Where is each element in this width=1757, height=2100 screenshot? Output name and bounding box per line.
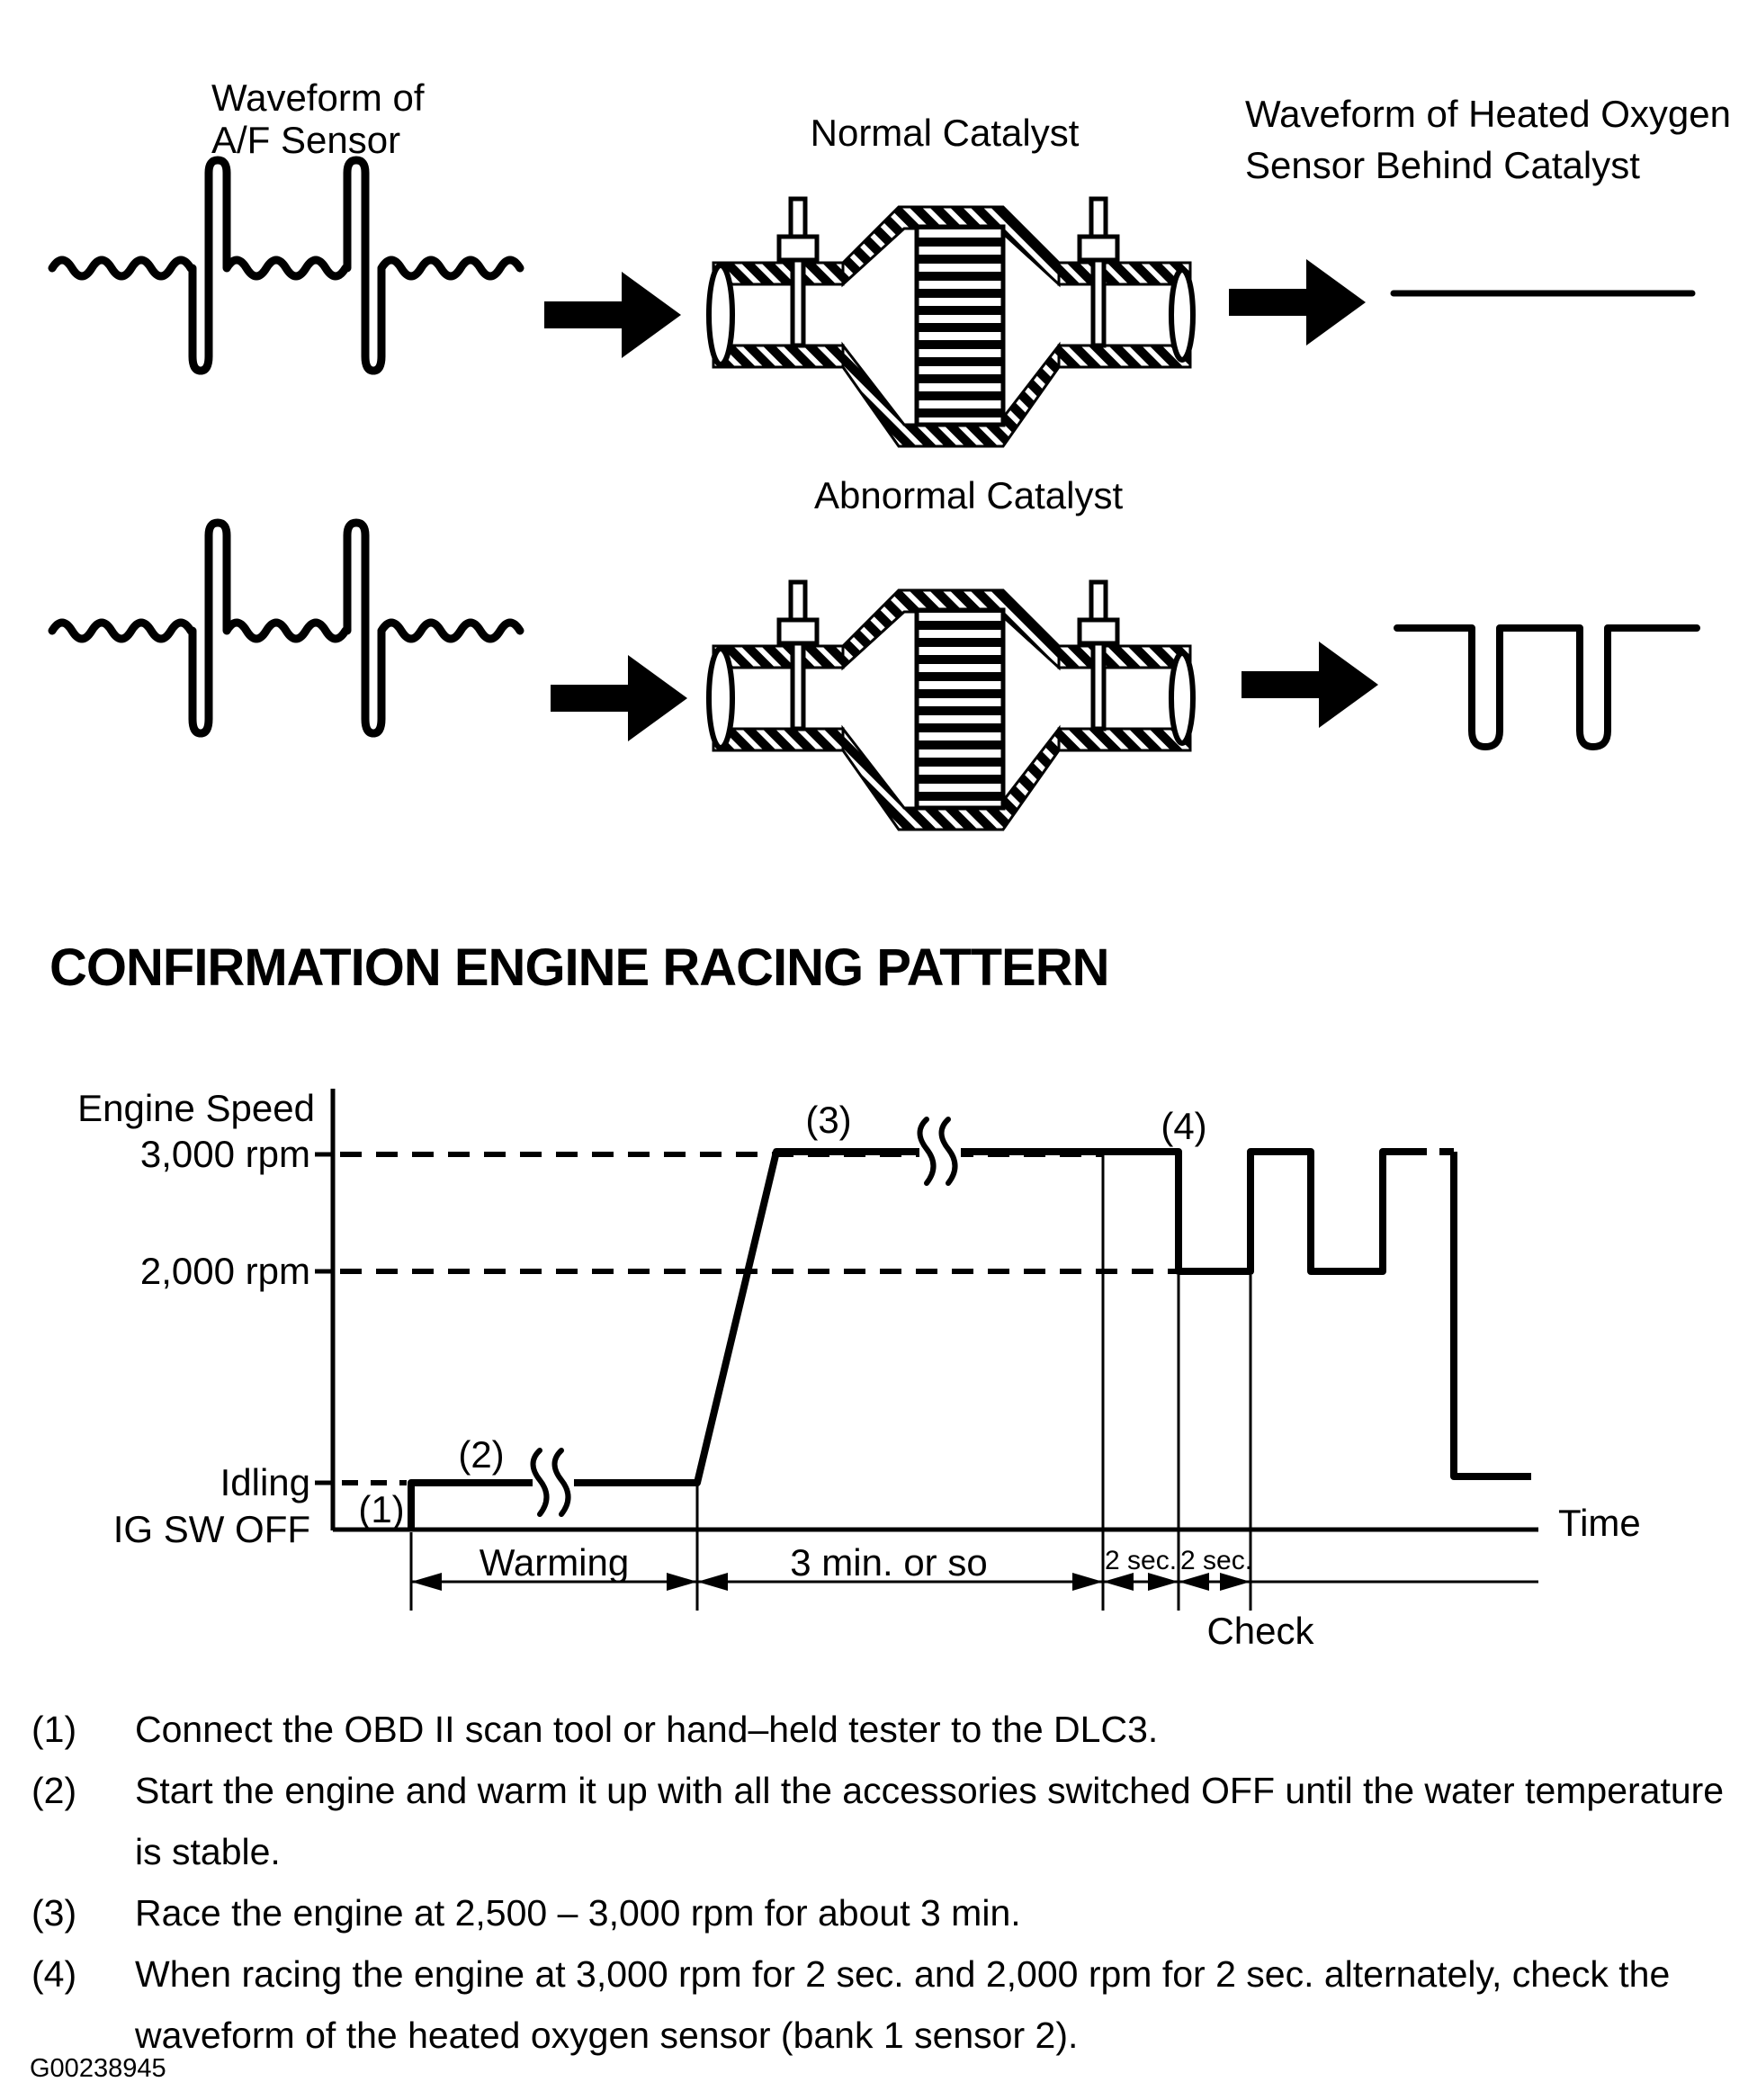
section-3min: 3 min. or so [790,1541,988,1584]
section-warming: Warming [479,1541,630,1584]
instruction-number: (4) [31,1953,77,1995]
x-axis-label: Time [1558,1502,1641,1544]
instruction-text: When racing the engine at 3,000 rpm for 2 sec. and 2,000 rpm for 2 sec. alternately, check the [135,1953,1671,1995]
flow-arrow-icon [1229,259,1366,346]
instruction-number: (2) [31,1770,77,1811]
instruction-text: Race the engine at 2,500 – 3,000 rpm for about 3 min. [135,1892,1021,1934]
abnormal-catalyst-label: Abnormal Catalyst [814,474,1124,516]
instruction-text: is stable. [135,1831,281,1872]
abnormal-catalyst-illustration [709,582,1193,830]
dipped-output-waveform [1397,628,1697,747]
check-label: Check [1206,1610,1314,1652]
flow-arrow-icon [1242,642,1378,728]
flow-arrow-icon [551,655,687,741]
af-sensor-waveform-row1 [52,160,520,371]
section-2sec-b: 2 sec. [1180,1546,1253,1575]
instruction-number: (1) [31,1709,77,1750]
step-marker-4: (4) [1161,1105,1207,1147]
instruction-number: (3) [31,1892,77,1934]
instruction-text: Start the engine and warm it up with all the accessories switched OFF until the water temperature [135,1770,1725,1811]
af-sensor-waveform-row2 [52,523,520,733]
instruction-text: Connect the OBD II scan tool or hand–held tester to the DLC3. [135,1709,1159,1750]
step-marker-3: (3) [805,1099,852,1141]
y-tick-3000rpm: 3,000 rpm [139,1133,310,1175]
section-heading: CONFIRMATION ENGINE RACING PATTERN [49,938,1109,997]
y-tick-2000rpm: 2,000 rpm [139,1250,310,1292]
flow-arrow-icon [544,272,681,358]
heated-oxygen-sensor-label: Waveform of Heated Oxygen Sensor Behind Catalyst [1245,93,1732,186]
normal-catalyst-illustration [709,199,1193,446]
step-marker-2: (2) [458,1433,505,1476]
y-axis-title: Engine Speed [77,1087,315,1129]
normal-catalyst-label: Normal Catalyst [810,112,1080,154]
y-tick-idling: Idling [220,1461,310,1503]
racing-pattern-chart-lines [315,1089,1538,1611]
figure-id: G00238945 [30,2054,166,2083]
af-sensor-label: Waveform of A/F Sensor [211,76,425,161]
step-marker-1: (1) [358,1488,405,1530]
y-tick-ig-sw-off: IG SW OFF [112,1508,310,1550]
section-2sec-a: 2 sec. [1105,1546,1178,1575]
instruction-text: waveform of the heated oxygen sensor (bank 1 sensor 2). [135,2015,1079,2056]
